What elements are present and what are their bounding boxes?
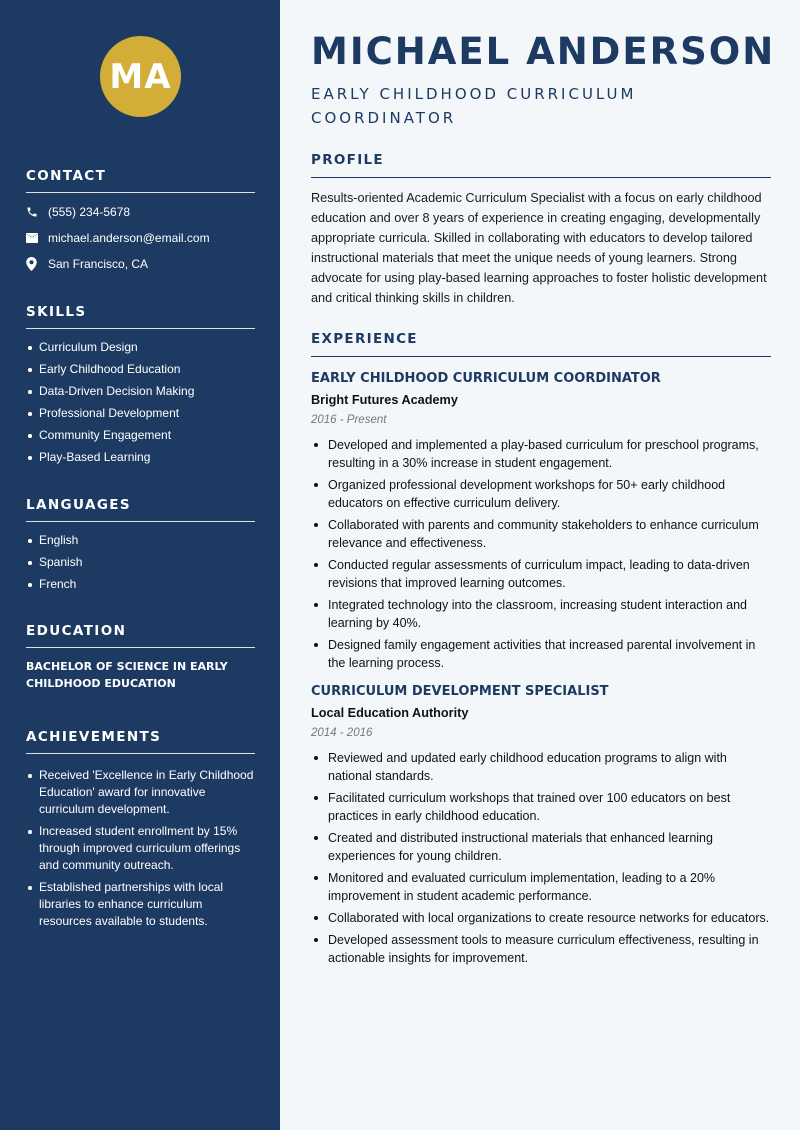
achievements-heading: ACHIEVEMENTS	[26, 729, 255, 754]
job-bullet: Collaborated with parents and community stakeholders to enhance curriculum relevance and effectiveness.	[311, 516, 771, 552]
experience-heading: EXPERIENCE	[311, 331, 771, 357]
phone-icon	[26, 206, 48, 218]
job-bullet: Monitored and evaluated curriculum implementation, leading to a 20% improvement in student academic performance.	[311, 869, 771, 905]
experience-section	[311, 331, 771, 971]
job-company: Bright Futures Academy	[311, 393, 458, 407]
job-bullet: Developed assessment tools to measure curriculum effectiveness, resulting in actionable insights for improvement.	[311, 931, 771, 967]
job-title: CURRICULUM DEVELOPMENT SPECIALIST	[311, 684, 609, 699]
sidebar	[0, 0, 280, 1130]
skills-heading: SKILLS	[26, 304, 255, 329]
languages-heading: LANGUAGES	[26, 497, 255, 522]
candidate-title: EARLY CHILDHOOD CURRICULUM COORDINATOR	[311, 85, 637, 127]
contact-heading: CONTACT	[26, 168, 255, 193]
languages-section	[26, 497, 255, 598]
skill-item: Professional Development	[26, 405, 255, 422]
skill-item: Play-Based Learning	[26, 449, 255, 466]
skill-item: Data-Driven Decision Making	[26, 383, 255, 400]
languages-list	[26, 532, 255, 593]
location-text: San Francisco, CA	[48, 257, 149, 271]
job-bullet: Conducted regular assessments of curriculum impact, leading to data-driven revisions that improved learning outcomes.	[311, 556, 771, 592]
achievement-item: Received 'Excellence in Early Childhood Education' award for innovative curriculum development.	[26, 767, 255, 818]
contact-phone	[26, 199, 255, 225]
job-entry	[311, 371, 771, 672]
phone-text: (555) 234-5678	[48, 205, 131, 219]
contact-section	[26, 168, 255, 277]
achievement-item: Increased student enrollment by 15% through improved curriculum offerings and community outreach.	[26, 823, 255, 874]
job-bullet: Organized professional development workshops for 50+ early childhood educators on effective curriculum delivery.	[311, 476, 771, 512]
skills-section	[26, 304, 255, 471]
contact-location	[26, 251, 255, 277]
job-dates: 2016 - Present	[311, 414, 387, 426]
job-company: Local Education Authority	[311, 706, 469, 720]
language-item: English	[26, 532, 255, 549]
profile-text: Results-oriented Academic Curriculum Specialist with a focus on early childhood education and over 8 years of experience in creating engaging, developmentally appropriate curricula. Skilled in collaborating with educators to develop tailored instructional materials that meet the unique needs of young learners. Strong advocate for using play-based learning approaches to foster holistic development and critical thinking skills in children.	[311, 191, 767, 305]
job-entry	[311, 684, 771, 967]
education-section	[26, 623, 255, 692]
skill-item: Community Engagement	[26, 427, 255, 444]
job-bullet: Facilitated curriculum workshops that trained over 100 educators on best practices in early childhood education.	[311, 789, 771, 825]
achievements-section	[26, 729, 255, 935]
job-bullet: Developed and implemented a play-based curriculum for preschool programs, resulting in a 30% increase in student engagement.	[311, 436, 771, 472]
education-heading: EDUCATION	[26, 623, 255, 648]
email-icon	[26, 233, 48, 243]
job-bullet: Designed family engagement activities that increased parental involvement in the learning process.	[311, 636, 771, 672]
job-bullet: Reviewed and updated early childhood education programs to align with national standards.	[311, 749, 771, 785]
job-bullets	[311, 749, 771, 967]
achievements-list	[26, 767, 255, 930]
location-pin-icon	[26, 257, 48, 271]
profile-section	[311, 152, 771, 308]
language-item: Spanish	[26, 554, 255, 571]
language-item: French	[26, 576, 255, 593]
achievement-item: Established partnerships with local libraries to enhance curriculum resources available to students.	[26, 879, 255, 930]
profile-heading: PROFILE	[311, 152, 771, 178]
job-bullet: Integrated technology into the classroom, increasing student interaction and learning by 40%.	[311, 596, 771, 632]
education-degree: BACHELOR OF SCIENCE IN EARLY CHILDHOOD EDUCATION	[26, 660, 228, 690]
email-text: michael.anderson@email.com	[48, 231, 210, 245]
skills-list	[26, 339, 255, 466]
candidate-name: MICHAEL ANDERSON	[311, 30, 776, 73]
job-bullets	[311, 436, 771, 672]
avatar: MA	[100, 36, 181, 117]
contact-email	[26, 225, 255, 251]
job-dates: 2014 - 2016	[311, 727, 373, 739]
skill-item: Early Childhood Education	[26, 361, 255, 378]
job-bullet: Collaborated with local organizations to create resource networks for educators.	[311, 909, 771, 927]
skill-item: Curriculum Design	[26, 339, 255, 356]
job-title: EARLY CHILDHOOD CURRICULUM COORDINATOR	[311, 371, 661, 386]
job-bullet: Created and distributed instructional materials that enhanced learning experiences for young children.	[311, 829, 771, 865]
